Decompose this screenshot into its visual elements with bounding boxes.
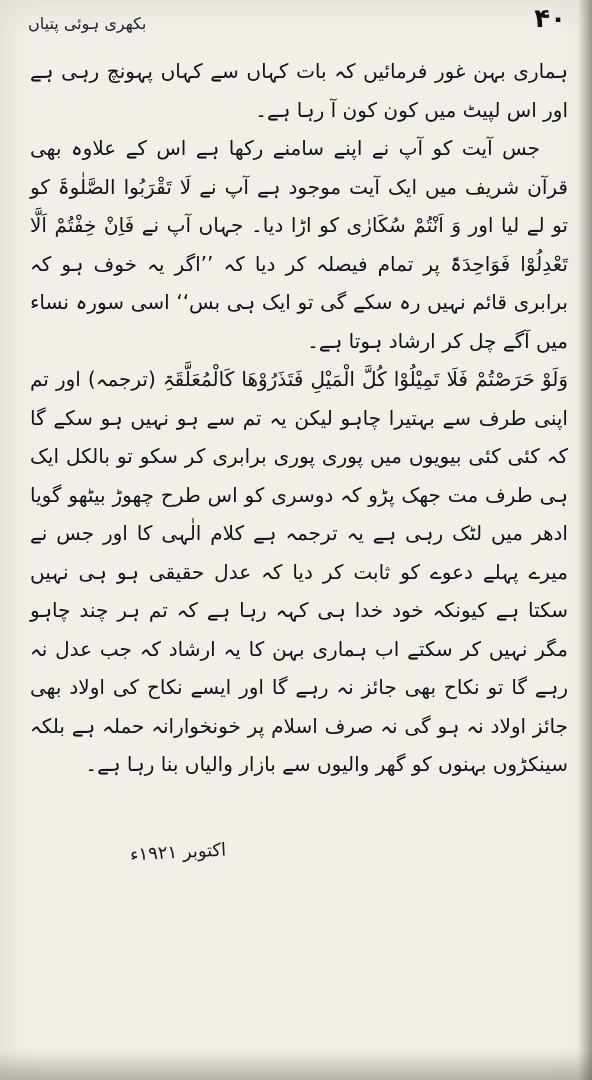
date-signature: اکتوبر ۱۹۲۱ء	[129, 839, 227, 866]
body-text	[30, 52, 568, 784]
paragraph-3: وَلَوْ حَرَصْتُمْ فَلَا تَمِیْلُوْا کُلَّ الْمَیْلِ فَتَذَرُوْھَا کَالْمُعَلَّقَۃِ (ترجمہ) اور تم اپنی طرف سے بہتیرا چاہو لیکن یہ تم سے ہو نہیں ہو سکے گا کہ کئی کئی بیویوں میں پوری پوری برابری کر سکو تو بالکل ایک ہی طرف مت جھک پڑو کہ دوسری کو اس طرح چھوڑ بیٹھو گویا ادھر میں لٹک رہی ہے یہ ترجمہ ہے کلام الٰہی کا اور جس نے میرے پہلے دعوے کو ثابت کر دیا کہ عدل حقیقی ہو ہی نہیں سکتا ہے کیونکہ خود خدا ہی کہہ رہا ہے کہ تم ہر چند چاہو مگر نہیں کر سکتے اب ہماری بہن کا یہ ارشاد کہ جب عدل نہ رہے گا تو نکاح بھی جائز نہ رہے گا اور ایسے نکاح کی اولاد بھی جائز اولاد نہ ہو گی نہ صرف اسلام پر خونخوارانہ حملہ ہے بلکہ سینکڑوں بہنوں کو گھر والیوں سے بازار والیاں بنا رہا ہے۔	[30, 367, 568, 776]
page-bottom-shadow	[0, 1050, 592, 1080]
running-title: بکھری ہوئی پتیاں	[28, 14, 147, 33]
paragraph-1: ہماری بہن غور فرمائیں کہ بات کہاں سے کہاں پہونچ رہی ہے اور اس لپیٹ میں کون کون آ رہا ہے۔	[30, 59, 568, 122]
page-edge-shadow	[578, 0, 592, 1080]
page-header	[20, 4, 572, 44]
page-number: ۴۰	[534, 4, 566, 34]
paragraph-2: جس آیت کو آپ نے اپنے سامنے رکھا ہے اس کے علاوہ بھی قرآن شریف میں ایک آیت موجود ہے آپ نے لَا تَقْرَبُوا الصَّلٰوۃَ کو تو لے لیا اور وَ اَنْتُمْ سُکَارٰی کو اڑا دیا۔ جہاں آپ نے فَاِنْ خِفْتُمْ اَلَّا تَعْدِلُوْا فَوَاحِدَۃً پر تمام فیصلہ کر دیا کہ ’’اگر یہ خوف ہو کہ برابری قائم نہیں رہ سکے گی تو ایک ہی بس‘‘ اسی سورہ نساء میں آگے چل کر ارشاد ہوتا ہے۔	[30, 136, 568, 353]
